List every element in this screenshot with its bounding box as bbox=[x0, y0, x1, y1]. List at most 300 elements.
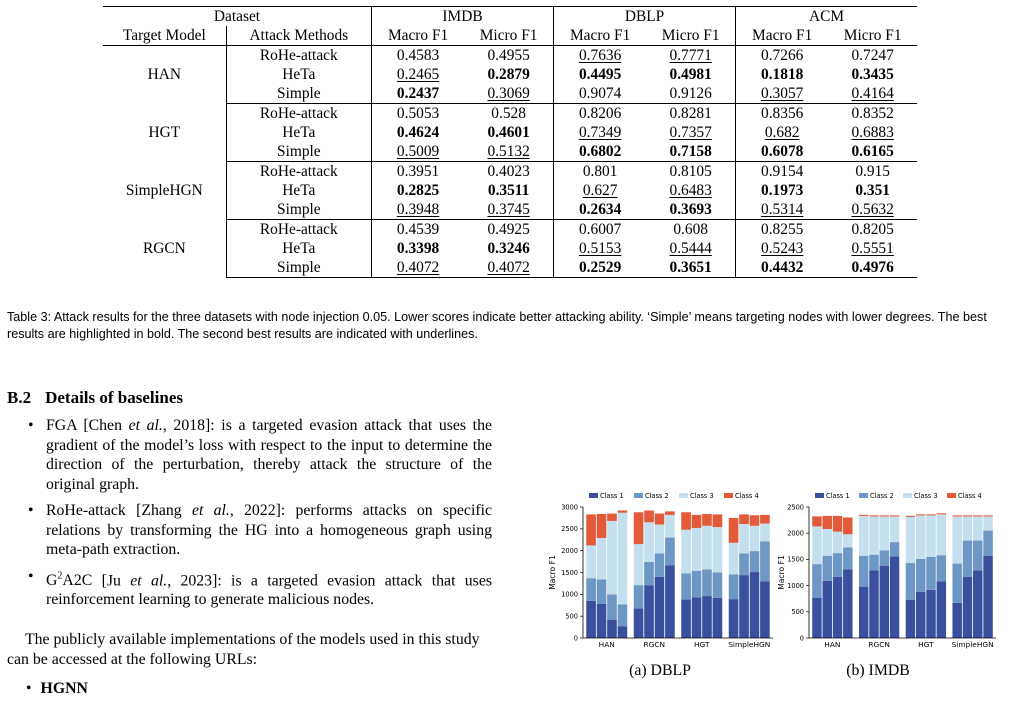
score-cell: 0.5444 bbox=[669, 240, 712, 257]
score-cell: 0.3693 bbox=[646, 200, 735, 220]
bar-segment bbox=[750, 551, 760, 572]
table-row bbox=[103, 162, 917, 182]
score-cell: 0.3435 bbox=[851, 66, 894, 83]
bar-segment bbox=[890, 556, 899, 638]
score-cell: 0.2465 bbox=[371, 65, 464, 84]
bar-segment bbox=[655, 577, 665, 638]
attack-method-cell: Simple bbox=[226, 200, 371, 220]
x-tick-label: HGT bbox=[918, 640, 934, 649]
score-cell: 0.528 bbox=[491, 105, 526, 122]
attack-method-cell: RoHe-attack bbox=[226, 162, 371, 182]
target-model-cell: SimpleHGN bbox=[125, 182, 203, 199]
bar-segment bbox=[760, 541, 770, 581]
x-tick-label: SimpleHGN bbox=[728, 640, 771, 649]
score-cell: 0.6165 bbox=[828, 142, 917, 162]
bar-segment bbox=[952, 515, 961, 516]
bar-segment bbox=[750, 572, 760, 638]
x-tick-label: RGCN bbox=[643, 640, 666, 649]
section-number: B.2 bbox=[7, 388, 32, 407]
bar-segment bbox=[937, 555, 946, 581]
attack-method-cell: Simple bbox=[226, 258, 371, 278]
bar-segment bbox=[655, 524, 665, 553]
score-cell: 0.4432 bbox=[736, 258, 829, 278]
bar-segment bbox=[973, 515, 982, 516]
bar-segment bbox=[916, 559, 925, 592]
attack-method-cell: RoHe-attack bbox=[226, 220, 371, 240]
bar-segment bbox=[681, 512, 691, 529]
score-cell: 0.3651 bbox=[646, 258, 735, 278]
bar-segment bbox=[952, 603, 961, 638]
bar-segment bbox=[634, 608, 644, 638]
y-tick-label: 2000 bbox=[787, 529, 804, 538]
bar-segment bbox=[812, 516, 821, 526]
bar-segment bbox=[692, 515, 702, 528]
score-cell: 0.7158 bbox=[646, 142, 735, 162]
bar-segment bbox=[750, 526, 760, 551]
bar-segment bbox=[880, 516, 889, 550]
score-cell: 0.2529 bbox=[554, 258, 647, 278]
bar-segment bbox=[634, 512, 644, 544]
score-cell: 0.4539 bbox=[371, 220, 464, 240]
attack-method-cell: HeTa bbox=[226, 123, 371, 142]
citation: [Zhang et al., 2022] bbox=[136, 502, 281, 519]
x-tick-label: RGCN bbox=[868, 640, 890, 649]
score-cell: 0.4601 bbox=[487, 124, 530, 141]
legend-swatch bbox=[634, 493, 643, 498]
score-cell: 0.4955 bbox=[487, 47, 530, 64]
bar-segment bbox=[760, 515, 770, 524]
dataset-imdb-header: IMDB bbox=[371, 7, 553, 27]
legend-label: Class 4 bbox=[735, 492, 759, 500]
score-cell: 0.4976 bbox=[828, 258, 917, 278]
bar-segment bbox=[973, 570, 982, 638]
bar-segment bbox=[973, 541, 982, 571]
legend-swatch bbox=[859, 493, 868, 498]
bar-segment bbox=[890, 515, 899, 516]
bar-segment bbox=[702, 569, 712, 596]
bar-segment bbox=[607, 514, 617, 521]
score-cell: 0.8205 bbox=[851, 221, 894, 238]
bar-segment bbox=[713, 514, 723, 527]
score-cell: 0.4023 bbox=[487, 163, 530, 180]
score-cell: 0.8206 bbox=[554, 104, 647, 124]
y-tick-label: 1000 bbox=[561, 590, 578, 599]
legend-swatch bbox=[724, 493, 733, 498]
score-cell: 0.4981 bbox=[669, 66, 712, 83]
score-cell: 0.8105 bbox=[669, 163, 712, 180]
score-cell: 0.7247 bbox=[851, 47, 894, 64]
score-cell: 0.3246 bbox=[487, 240, 530, 257]
chart-imdb bbox=[776, 488, 998, 660]
bar-segment bbox=[729, 599, 739, 638]
y-tick-label: 2500 bbox=[787, 503, 804, 512]
score-cell: 0.8352 bbox=[851, 105, 894, 122]
legend-label: Class 3 bbox=[690, 492, 714, 500]
score-cell: 0.8281 bbox=[669, 105, 712, 122]
score-cell: 0.4624 bbox=[371, 123, 464, 142]
bar-segment bbox=[890, 516, 899, 542]
bar-segment bbox=[926, 590, 935, 638]
metric-header: Macro F1 bbox=[736, 26, 829, 46]
score-cell: 0.4072 bbox=[464, 258, 553, 278]
bar-segment bbox=[973, 516, 982, 540]
bar-segment bbox=[859, 587, 868, 638]
legend-swatch bbox=[679, 493, 688, 498]
score-cell: 0.5153 bbox=[554, 239, 647, 258]
bar-segment bbox=[880, 515, 889, 516]
results-table bbox=[103, 6, 917, 278]
bar-segment bbox=[586, 601, 596, 638]
bar-segment bbox=[937, 514, 946, 555]
bar-segment bbox=[692, 597, 702, 638]
score-cell: 0.2437 bbox=[371, 84, 464, 104]
bar-segment bbox=[926, 514, 935, 515]
x-tick-label: HGT bbox=[693, 640, 710, 649]
legend-swatch bbox=[589, 493, 598, 498]
score-cell: 0.3951 bbox=[371, 162, 464, 182]
bar-segment bbox=[880, 566, 889, 638]
bars bbox=[812, 513, 993, 638]
score-cell: 0.3948 bbox=[371, 200, 464, 220]
bar-segment bbox=[859, 516, 868, 556]
legend-swatch bbox=[947, 493, 956, 498]
baseline-description: : performs attacks on specific relations by transforming the HG into a homogeneous graph using meta-path extraction. bbox=[46, 502, 492, 558]
bars bbox=[586, 510, 770, 638]
y-tick-label: 500 bbox=[565, 612, 578, 621]
score-cell: 0.6483 bbox=[669, 182, 712, 199]
metric-header: Macro F1 bbox=[371, 26, 464, 46]
metric-header: Micro F1 bbox=[464, 26, 553, 46]
bar-segment bbox=[859, 556, 868, 587]
bar-segment bbox=[607, 620, 617, 638]
bar-segment bbox=[937, 581, 946, 638]
attack-method-cell: RoHe-attack bbox=[226, 104, 371, 124]
score-cell: 0.7636 bbox=[554, 46, 647, 66]
citation: [Ju et al., 2023] bbox=[101, 571, 218, 589]
bar-segment bbox=[916, 592, 925, 638]
bar-segment bbox=[833, 577, 842, 638]
score-cell: 0.8356 bbox=[736, 104, 829, 124]
bar-segment bbox=[665, 511, 675, 514]
bar-segment bbox=[618, 604, 628, 626]
score-cell: 0.4164 bbox=[828, 84, 917, 104]
score-cell: 0.7771 bbox=[669, 47, 712, 64]
bar-segment bbox=[655, 553, 665, 577]
attack-method-cell: Simple bbox=[226, 84, 371, 104]
score-cell: 0.6078 bbox=[736, 142, 829, 162]
y-tick-label: 2000 bbox=[561, 546, 578, 555]
attack-methods-header: Attack Methods bbox=[226, 26, 371, 46]
table-row bbox=[103, 46, 917, 66]
score-cell: 0.2634 bbox=[554, 200, 647, 220]
bar-segment bbox=[681, 600, 691, 638]
bar-segment bbox=[906, 600, 915, 638]
score-cell: 0.5314 bbox=[736, 200, 829, 220]
bar-segment bbox=[869, 570, 878, 638]
x-tick-label: HAN bbox=[824, 640, 841, 649]
baseline-name: FGA bbox=[46, 417, 77, 434]
bar-segment bbox=[890, 542, 899, 556]
bar-segment bbox=[597, 579, 607, 603]
subcaption-dblp: (a) DBLP bbox=[629, 662, 691, 679]
bar-segment bbox=[822, 529, 831, 556]
bar-segment bbox=[963, 577, 972, 638]
list-item bbox=[24, 416, 492, 494]
bar-segment bbox=[644, 522, 654, 562]
bar-segment bbox=[812, 598, 821, 638]
table-row bbox=[103, 220, 917, 240]
urls-paragraph: The publicly available implementations of the models used in this study can be accessed at the following URLs: bbox=[7, 631, 480, 668]
score-cell: 0.1818 bbox=[736, 65, 829, 84]
bar-segment bbox=[916, 515, 925, 558]
bar-segment bbox=[906, 516, 915, 517]
legend-label: Class 3 bbox=[914, 492, 938, 500]
list-item bbox=[24, 567, 492, 610]
target-model-cell: RGCN bbox=[142, 240, 186, 257]
baseline-name: $G^2A2C$ bbox=[46, 570, 93, 589]
bar-segment bbox=[760, 524, 770, 542]
attack-method-cell: HeTa bbox=[226, 65, 371, 84]
bar-segment bbox=[926, 557, 935, 590]
score-cell: 0.4583 bbox=[371, 46, 464, 66]
score-cell: 0.3057 bbox=[736, 84, 829, 104]
y-axis-label: Macro F1 bbox=[777, 555, 786, 590]
metric-header: Macro F1 bbox=[554, 26, 647, 46]
dataset-header: Dataset bbox=[103, 7, 371, 27]
score-cell: 0.7266 bbox=[736, 46, 829, 66]
bar-segment bbox=[634, 544, 644, 585]
score-cell: 0.3511 bbox=[487, 182, 530, 199]
bar-segment bbox=[812, 526, 821, 564]
bar-segment bbox=[739, 524, 749, 553]
bar-segment bbox=[739, 514, 749, 524]
attack-method-cell: RoHe-attack bbox=[226, 46, 371, 66]
hgnn-list-item bbox=[26, 680, 88, 698]
score-cell: 0.4072 bbox=[371, 258, 464, 278]
attack-method-cell: HeTa bbox=[226, 239, 371, 258]
legend-label: Class 4 bbox=[958, 492, 982, 500]
score-cell: 0.627 bbox=[554, 181, 647, 200]
bar-segment bbox=[692, 528, 702, 571]
score-cell: 0.5243 bbox=[736, 239, 829, 258]
citation: [Chen et al., 2018] bbox=[83, 417, 211, 434]
y-tick-label: 0 bbox=[799, 634, 804, 643]
legend-swatch bbox=[903, 493, 912, 498]
bar-segment bbox=[597, 604, 607, 638]
score-cell: 0.1973 bbox=[736, 181, 829, 200]
bar-segment bbox=[880, 550, 889, 565]
y-tick-label: 1000 bbox=[787, 581, 804, 590]
score-cell: 0.3069 bbox=[464, 84, 553, 104]
bar-segment bbox=[869, 555, 878, 571]
bar-segment bbox=[681, 530, 691, 574]
dataset-acm-header: ACM bbox=[736, 7, 917, 27]
bar-segment bbox=[665, 566, 675, 638]
figure-imdb bbox=[776, 488, 998, 660]
score-cell: 0.5053 bbox=[371, 104, 464, 124]
bar-segment bbox=[586, 514, 596, 545]
bar-segment bbox=[607, 521, 617, 594]
bar-segment bbox=[869, 515, 878, 516]
bar-segment bbox=[983, 516, 992, 530]
bar-segment bbox=[952, 516, 961, 563]
bar-segment bbox=[729, 518, 739, 543]
bar-segment bbox=[586, 545, 596, 578]
bar-segment bbox=[681, 573, 691, 599]
score-cell: 0.7349 bbox=[554, 123, 647, 142]
bullet: • bbox=[28, 417, 34, 434]
chart-legend bbox=[815, 492, 982, 500]
bar-segment bbox=[644, 562, 654, 585]
bar-segment bbox=[644, 510, 654, 522]
table-row bbox=[103, 104, 917, 124]
legend-label: Class 2 bbox=[870, 492, 894, 500]
bar-segment bbox=[843, 547, 852, 569]
bar-segment bbox=[822, 581, 831, 638]
score-cell: 0.2825 bbox=[371, 181, 464, 200]
score-cell: 0.6802 bbox=[554, 142, 647, 162]
bar-segment bbox=[963, 515, 972, 516]
baselines-list bbox=[24, 416, 492, 617]
score-cell: 0.5551 bbox=[851, 240, 894, 257]
score-cell: 0.9074 bbox=[554, 84, 647, 104]
y-axis-label: Macro F1 bbox=[548, 555, 557, 590]
bar-segment bbox=[665, 538, 675, 566]
list-item bbox=[24, 501, 492, 560]
bar-segment bbox=[692, 571, 702, 598]
figure-dblp bbox=[545, 488, 775, 660]
score-cell: 0.3398 bbox=[371, 239, 464, 258]
section-title: Details of baselines bbox=[45, 388, 183, 407]
y-tick-label: 2500 bbox=[561, 525, 578, 534]
bar-segment bbox=[906, 517, 915, 563]
score-cell: 0.801 bbox=[554, 162, 647, 182]
baseline-description: : is a targeted evasion attack that uses the gradient of the model’s loss with respect to the input to determine the direction of the perturbation, thereby attack the structure of the original graph. bbox=[46, 417, 492, 493]
baseline-description: : is a targeted evasion attack that uses reinforcement learning to generate malicious nodes. bbox=[46, 571, 492, 609]
x-tick-label: HAN bbox=[598, 640, 615, 649]
bar-segment bbox=[869, 516, 878, 554]
bar-segment bbox=[822, 556, 831, 581]
bullet: • bbox=[26, 680, 32, 697]
bar-segment bbox=[618, 626, 628, 638]
bar-segment bbox=[983, 515, 992, 516]
score-cell: 0.608 bbox=[673, 221, 708, 238]
bar-segment bbox=[906, 563, 915, 600]
bar-segment bbox=[618, 513, 628, 605]
score-cell: 0.3745 bbox=[464, 200, 553, 220]
bar-segment bbox=[843, 569, 852, 638]
score-cell: 0.6883 bbox=[851, 124, 894, 141]
metric-header: Micro F1 bbox=[828, 26, 917, 46]
y-tick-label: 1500 bbox=[787, 555, 804, 564]
subcaption-imdb: (b) IMDB bbox=[846, 662, 910, 679]
score-cell: 0.2879 bbox=[487, 66, 530, 83]
bar-segment bbox=[713, 573, 723, 598]
score-cell: 0.351 bbox=[855, 182, 890, 199]
target-model-header: Target Model bbox=[103, 26, 226, 46]
bar-segment bbox=[952, 564, 961, 603]
bar-segment bbox=[750, 515, 760, 525]
bar-segment bbox=[586, 578, 596, 601]
score-cell: 0.5632 bbox=[828, 200, 917, 220]
y-tick-label: 0 bbox=[573, 634, 578, 643]
table-caption: Table 3: Attack results for the three datasets with node injection 0.05. Lower scores indicate better attacking ability. ‘Simple’ means targeting nodes with lower degrees. The best results are highlighted in bold. The second best results are indicated with underlines. bbox=[7, 310, 987, 341]
score-cell: 0.4495 bbox=[554, 65, 647, 84]
y-tick-label: 3000 bbox=[561, 503, 578, 512]
score-cell: 0.9154 bbox=[736, 162, 829, 182]
bar-segment bbox=[963, 516, 972, 540]
bar-segment bbox=[983, 531, 992, 556]
bar-segment bbox=[729, 574, 739, 599]
attack-method-cell: HeTa bbox=[226, 181, 371, 200]
bar-segment bbox=[739, 575, 749, 638]
score-cell: 0.682 bbox=[736, 123, 829, 142]
chart-dblp bbox=[545, 488, 775, 660]
score-cell: 0.8255 bbox=[736, 220, 829, 240]
metric-header: Micro F1 bbox=[646, 26, 735, 46]
bullet: • bbox=[28, 502, 34, 519]
legend-label: Class 1 bbox=[600, 492, 624, 500]
baseline-name: RoHe-attack bbox=[46, 502, 126, 519]
bar-segment bbox=[713, 527, 723, 572]
bar-segment bbox=[916, 514, 925, 515]
legend-label: Class 2 bbox=[645, 492, 669, 500]
bar-segment bbox=[634, 585, 644, 608]
hgnn-label: HGNN bbox=[40, 680, 88, 697]
x-tick-label: SimpleHGN bbox=[951, 640, 994, 649]
score-cell: 0.9126 bbox=[646, 84, 735, 104]
bar-segment bbox=[597, 538, 607, 579]
bar-segment bbox=[822, 516, 831, 529]
score-cell: 0.6007 bbox=[554, 220, 647, 240]
target-model-cell: HAN bbox=[147, 66, 182, 84]
target-model-cell: HGT bbox=[148, 124, 181, 141]
section-heading bbox=[7, 388, 183, 408]
bar-segment bbox=[926, 515, 935, 556]
bar-segment bbox=[983, 556, 992, 638]
results-body bbox=[103, 46, 917, 278]
y-tick-label: 1500 bbox=[561, 568, 578, 577]
score-cell: 0.4925 bbox=[487, 221, 530, 238]
y-tick-label: 500 bbox=[791, 608, 804, 617]
bar-segment bbox=[937, 513, 946, 514]
bar-segment bbox=[713, 598, 723, 638]
legend-swatch bbox=[815, 493, 824, 498]
bar-segment bbox=[963, 541, 972, 577]
bar-segment bbox=[618, 510, 628, 512]
bullet: • bbox=[28, 567, 34, 585]
bar-segment bbox=[739, 553, 749, 575]
score-cell: 0.5009 bbox=[371, 142, 464, 162]
bar-segment bbox=[833, 532, 842, 553]
bar-segment bbox=[644, 585, 654, 638]
bar-segment bbox=[812, 564, 821, 598]
bar-segment bbox=[833, 516, 842, 532]
bar-segment bbox=[859, 515, 868, 516]
bar-segment bbox=[843, 517, 852, 534]
bar-segment bbox=[597, 514, 607, 538]
bar-segment bbox=[607, 594, 617, 619]
legend-label: Class 1 bbox=[826, 492, 850, 500]
attack-method-cell: Simple bbox=[226, 142, 371, 162]
bar-segment bbox=[760, 581, 770, 638]
bar-segment bbox=[702, 596, 712, 638]
bar-segment bbox=[729, 543, 739, 574]
dataset-dblp-header: DBLP bbox=[554, 7, 736, 27]
bar-segment bbox=[702, 514, 712, 526]
bar-segment bbox=[833, 553, 842, 577]
chart-legend bbox=[589, 492, 759, 500]
